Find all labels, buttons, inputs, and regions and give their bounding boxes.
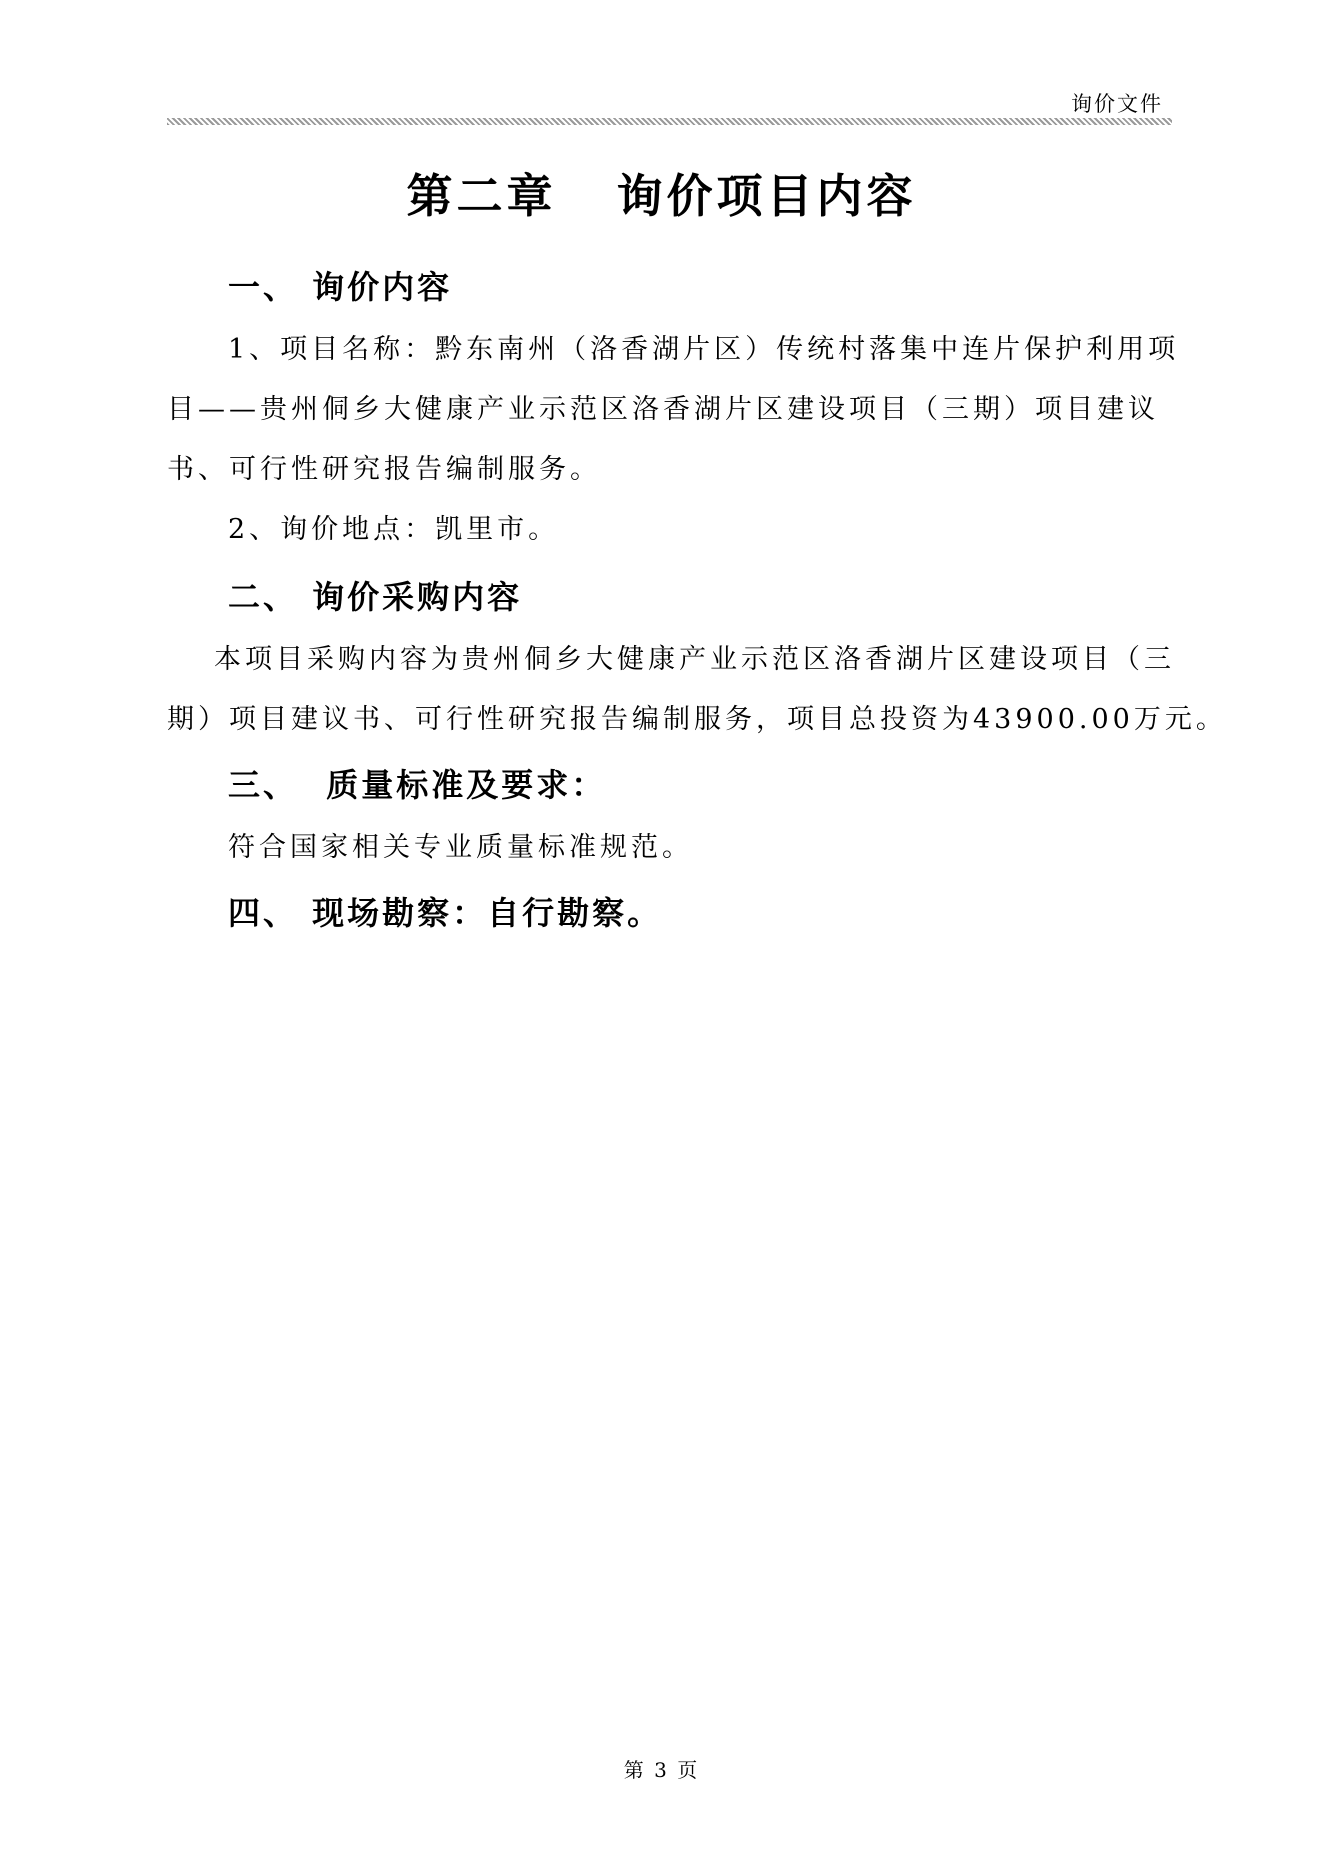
paragraph-line: 期）项目建议书、可行性研究报告编制服务，项目总投资为43900.00万元。 (167, 704, 1227, 735)
section-heading-3: 三、 质量标准及要求： (228, 766, 607, 804)
paragraph-line: 目——贵州侗乡大健康产业示范区洛香湖片区建设项目（三期）项目建议 (167, 394, 1159, 425)
paragraph-line: 本项目采购内容为贵州侗乡大健康产业示范区洛香湖片区建设项目（三 (214, 644, 1175, 675)
section-heading-2: 二、 询价采购内容 (228, 578, 523, 616)
paragraph-line: 2、询价地点：凯里市。 (228, 514, 560, 545)
paragraph-line: 书、可行性研究报告编制服务。 (167, 454, 601, 485)
paragraph-line: 符合国家相关专业质量标准规范。 (228, 832, 693, 863)
page-number: 第 3 页 (623, 1758, 700, 1782)
section-heading-1: 一、 询价内容 (228, 268, 453, 306)
paragraph-line: 1、项目名称：黔东南州（洛香湖片区）传统村落集中连片保护利用项 (228, 334, 1180, 365)
section-heading-4: 四、 现场勘察：自行勘察。 (228, 894, 663, 932)
header-label: 询价文件 (1071, 92, 1163, 116)
chapter-title: 第二章 询价项目内容 (406, 169, 917, 223)
header-rule (167, 118, 1172, 125)
